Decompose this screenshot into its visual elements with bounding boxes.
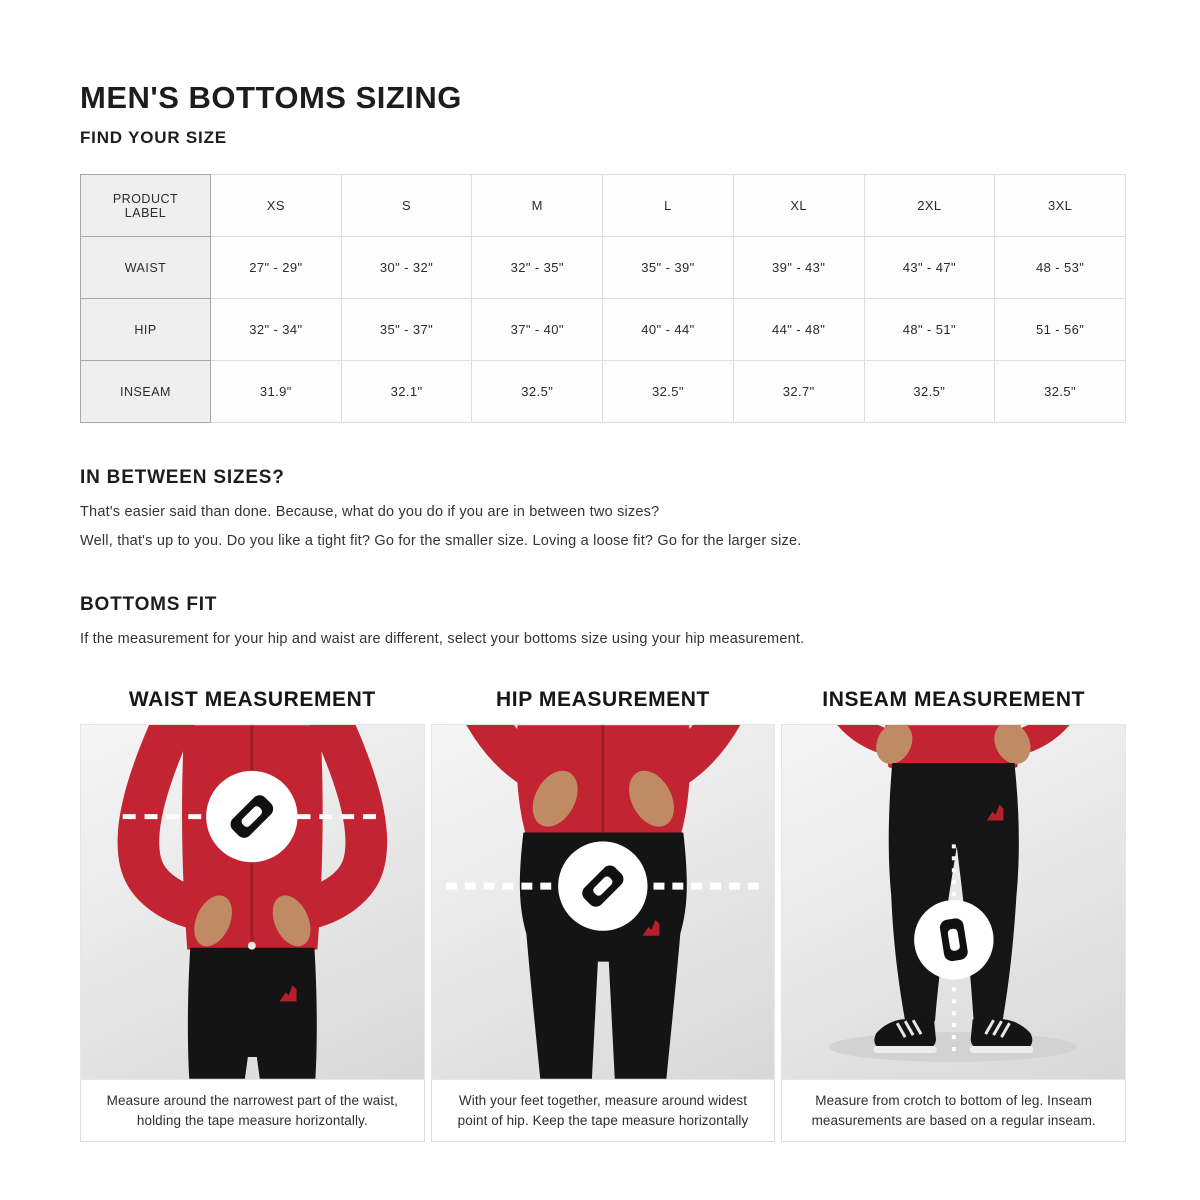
size-cell: 32.5" bbox=[603, 361, 734, 423]
size-table bbox=[80, 174, 1126, 423]
size-cell: 48" - 51" bbox=[864, 299, 995, 361]
size-cell: 35" - 37" bbox=[341, 299, 472, 361]
size-column-header-3xl: 3XL bbox=[995, 175, 1126, 237]
waist-measurement-heading: WAIST MEASUREMENT bbox=[128, 688, 376, 712]
size-column-header-l: L bbox=[603, 175, 734, 237]
size-table-row-inseam bbox=[81, 361, 1126, 423]
hip-measurement-panel bbox=[431, 724, 776, 1142]
size-table-row-hip bbox=[81, 299, 1126, 361]
size-column-header-m: M bbox=[472, 175, 603, 237]
inseam-figure-photo bbox=[781, 724, 1126, 1080]
measurement-headings-row bbox=[80, 688, 1126, 712]
inseam-figure-illustration bbox=[782, 725, 1125, 1079]
jacket-button bbox=[248, 942, 256, 950]
size-column-header-xl: XL bbox=[733, 175, 864, 237]
measurement-figures-row bbox=[80, 724, 1126, 1142]
size-cell: 32" - 34" bbox=[211, 299, 342, 361]
bottoms-fit-text: If the measurement for your hip and waist are different, select your bottoms size using your hip measurement. bbox=[80, 631, 805, 648]
left-shoe bbox=[874, 1020, 938, 1054]
size-cell: 32.1" bbox=[341, 361, 472, 423]
size-cell: 51 - 56" bbox=[995, 299, 1126, 361]
size-row-label-hip: HIP bbox=[81, 299, 211, 361]
inseam-measurement-panel bbox=[781, 724, 1126, 1142]
size-table-header-row bbox=[81, 175, 1126, 237]
size-cell: 43" - 47" bbox=[864, 237, 995, 299]
size-cell: 48 - 53" bbox=[995, 237, 1126, 299]
size-column-header-xs: XS bbox=[211, 175, 342, 237]
in-between-sizes-heading: IN BETWEEN SIZES? bbox=[80, 467, 285, 488]
right-shoe bbox=[970, 1020, 1034, 1054]
size-cell: 32.5" bbox=[995, 361, 1126, 423]
waist-figure-illustration bbox=[81, 725, 424, 1079]
pants bbox=[188, 948, 317, 1079]
waist-figure-photo bbox=[80, 724, 425, 1080]
waist-measurement-caption: Measure around the narrowest part of the waist, holding the tape measure horizontally. bbox=[80, 1080, 425, 1142]
bottoms-fit-heading: BOTTOMS FIT bbox=[80, 594, 218, 616]
size-cell: 30" - 32" bbox=[341, 237, 472, 299]
size-cell: 32.5" bbox=[472, 361, 603, 423]
hip-figure-photo bbox=[431, 724, 776, 1080]
in-between-sizes-text-1: That's easier said than done. Because, what do you do if you are in between two sizes? bbox=[80, 504, 660, 520]
inseam-measurement-caption: Measure from crotch to bottom of leg. Inseam measurements are based on a regular inseam. bbox=[781, 1080, 1126, 1142]
size-column-header-s: S bbox=[341, 175, 472, 237]
size-row-label-inseam: INSEAM bbox=[81, 361, 211, 423]
size-cell: 35" - 39" bbox=[603, 237, 734, 299]
inseam-measurement-heading: INSEAM MEASUREMENT bbox=[822, 688, 1086, 712]
size-cell: 27" - 29" bbox=[211, 237, 342, 299]
size-cell: 44" - 48" bbox=[733, 299, 864, 361]
hip-figure-illustration bbox=[432, 725, 775, 1079]
page-title: MEN'S BOTTOMS SIZING bbox=[80, 80, 462, 115]
in-between-sizes-text-2: Well, that's up to you. Do you like a tight fit? Go for the smaller size. Loving a loose fit? Go for the larger size. bbox=[80, 533, 802, 550]
size-cell: 40" - 44" bbox=[603, 299, 734, 361]
size-cell: 31.9" bbox=[211, 361, 342, 423]
size-column-header-2xl: 2XL bbox=[864, 175, 995, 237]
size-row-label-waist: WAIST bbox=[81, 237, 211, 299]
size-cell: 32.5" bbox=[864, 361, 995, 423]
hip-measurement-heading: HIP MEASUREMENT bbox=[496, 688, 710, 712]
size-cell: 39" - 43" bbox=[733, 237, 864, 299]
size-cell: 32" - 35" bbox=[472, 237, 603, 299]
hip-measurement-caption: With your feet together, measure around widest point of hip. Keep the tape measure horizontally bbox=[431, 1080, 776, 1142]
size-cell: 37" - 40" bbox=[472, 299, 603, 361]
size-table-corner-label: PRODUCT LABEL bbox=[81, 175, 211, 237]
waist-measurement-panel bbox=[80, 724, 425, 1142]
page-subtitle: FIND YOUR SIZE bbox=[80, 128, 227, 147]
size-table-row-waist bbox=[81, 237, 1126, 299]
size-cell: 32.7" bbox=[733, 361, 864, 423]
